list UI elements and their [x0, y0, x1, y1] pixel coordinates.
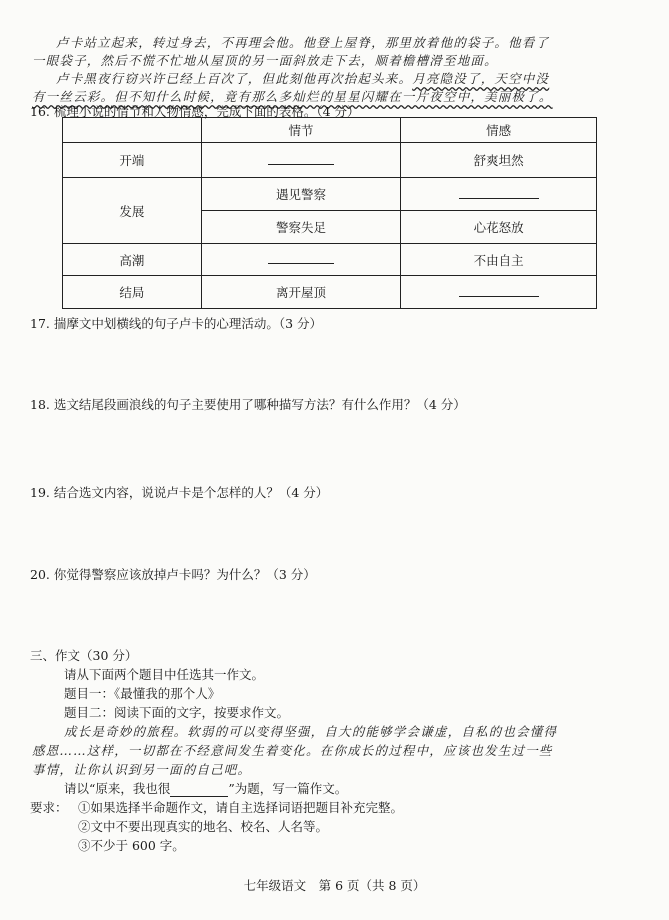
table-header-emotion: 情感 — [401, 118, 597, 143]
answer-blank[interactable] — [401, 276, 597, 309]
wavy-underlined-sentence-b: 有一丝云彩。但不知什么时候，竟有那么多灿烂的星星闪耀在一片夜空中，美丽极了。 — [32, 89, 553, 104]
requirements-label: 要求： — [30, 800, 68, 815]
table-row — [63, 276, 597, 309]
answer-blank[interactable] — [401, 178, 597, 211]
essay-quote-line-1: 成长是奇妙的旅程。软弱的可以变得坚强，自大的能够学会谦虚，自私的也会懂得 — [64, 724, 558, 739]
page-footer: 七年级语文 第 6 页（共 8 页） — [243, 878, 426, 893]
essay-quote-line-2: 感恩……这样，一切都在不经意间发生着变化。在你成长的过程中，应该也发生过一些 — [32, 743, 553, 758]
title-blank[interactable] — [170, 784, 228, 797]
table-row — [63, 244, 597, 276]
essay-prompt — [64, 779, 347, 797]
stage-cell: 开端 — [63, 143, 202, 178]
passage-line-2: 一眼袋子，然后不慌不忙地从屋顶的另一面斜放走下去，顺着檐槽滑至地面。 — [32, 53, 498, 68]
answer-blank[interactable] — [201, 143, 401, 178]
wavy-underlined-sentence-a: 月亮隐没了，天空中没 — [412, 71, 550, 86]
table-row — [63, 143, 597, 178]
question-20: 20. 你觉得警察应该放掉卢卡吗？为什么？（3 分） — [30, 567, 316, 582]
stage-cell: 发展 — [63, 178, 202, 244]
table-header-plot: 情节 — [201, 118, 401, 143]
requirement-1: ①如果选择半命题作文，请自主选择词语把题目补充完整。 — [78, 800, 404, 815]
essay-topic-2: 题目二：阅读下面的文字，按要求作文。 — [64, 705, 290, 720]
plot-cell: 离开屋顶 — [201, 276, 401, 309]
question-16: 16. 梳理小说的情节和人物情感，完成下面的表格。（4 分） — [30, 104, 360, 119]
emotion-cell: 心花怒放 — [401, 211, 597, 244]
table-header-cell — [63, 118, 202, 143]
essay-instruction: 请从下面两个题目中任选其一作文。 — [64, 667, 265, 682]
essay-topic-1: 题目一：《最懂我的那个人》 — [64, 686, 221, 701]
passage-line-3-plain: 卢卡黑夜行窃兴许已经上百次了，但此刻他再次抬起头来。 — [56, 71, 413, 86]
essay-heading: 三、作文（30 分） — [30, 648, 138, 663]
plot-cell: 警察失足 — [201, 211, 401, 244]
passage-line-1: 卢卡站立起来，转过身去，不再理会他。他登上屋脊，那里放着他的袋子。他看了 — [56, 35, 550, 50]
answer-blank[interactable] — [201, 244, 401, 276]
requirement-2: ②文中不要出现真实的地名、校名、人名等。 — [78, 819, 329, 834]
question-19: 19. 结合选文内容，说说卢卡是个怎样的人？（4 分） — [30, 485, 329, 500]
question-18: 18. 选文结尾段画浪线的句子主要使用了哪种描写方法？有什么作用？（4 分） — [30, 397, 466, 412]
table-header-row — [63, 118, 597, 143]
essay-quote-line-3: 事情，让你认识到另一面的自己吧。 — [32, 762, 252, 777]
requirement-3: ③不少于 600 字。 — [78, 838, 185, 853]
emotion-cell: 舒爽坦然 — [401, 143, 597, 178]
plot-cell: 遇见警察 — [201, 178, 401, 211]
stage-cell: 高潮 — [63, 244, 202, 276]
essay-prompt-start: 请以“原来，我也很 — [64, 781, 171, 796]
emotion-cell: 不由自主 — [401, 244, 597, 276]
table-row — [63, 178, 597, 211]
question-17: 17. 揣摩文中划横线的句子卢卡的心理活动。（3 分） — [30, 316, 323, 331]
passage-line-3 — [56, 69, 549, 87]
essay-prompt-end: ”为题，写一篇作文。 — [228, 781, 348, 796]
stage-cell: 结局 — [63, 276, 202, 309]
plot-emotion-table — [62, 117, 597, 309]
